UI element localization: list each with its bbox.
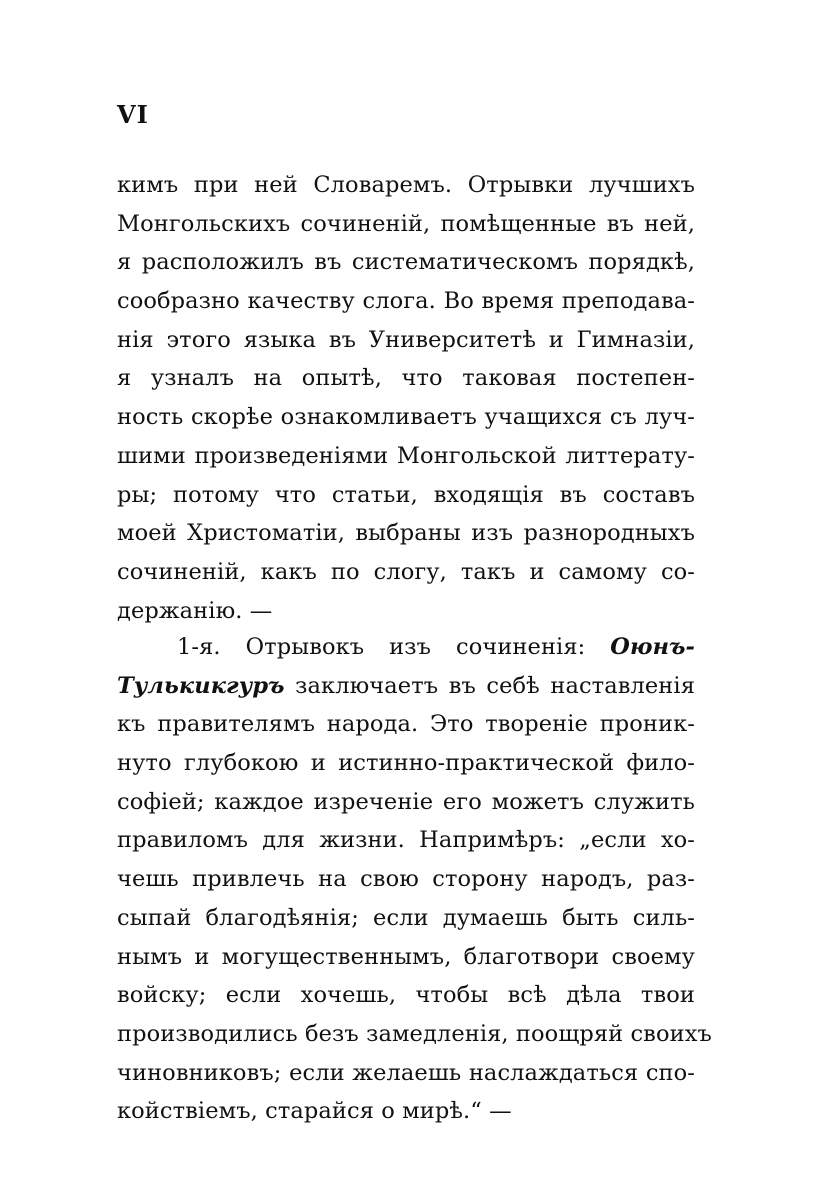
text-line: моей Христоматіи, выбраны изъ разнородныхъ xyxy=(117,520,695,547)
paragraph-1 xyxy=(117,166,695,630)
page-number: VI xyxy=(117,100,149,129)
text-line: койствіемъ, старайся о мирѣ.“ — xyxy=(117,1098,512,1125)
text-line: держанію. — xyxy=(117,597,273,624)
text-line xyxy=(117,667,695,706)
text-line: войску; если хочешь, чтобы всѣ дѣла твои xyxy=(117,982,695,1009)
text-line: нія этого языка въ Университетѣ и Гимназіи, xyxy=(117,326,695,353)
text-line: я узналъ на опытѣ, что таковая постепен- xyxy=(117,365,695,392)
text-line: чешь привлечь на свою сторону народъ, раз- xyxy=(117,866,695,893)
text-line: нымъ и могущественнымъ, благотвори своему xyxy=(117,943,695,970)
text-line: я расположилъ въ систематическомъ порядкѣ, xyxy=(117,249,695,276)
text-line: сообразно качеству слога. Во время преподава- xyxy=(117,288,695,315)
text-line: ры; потому что статьи, входящія въ составъ xyxy=(117,481,695,508)
text-segment: заключаетъ въ себѣ наставленія xyxy=(284,672,695,699)
text-line: кимъ при ней Словаремъ. Отрывки лучшихъ xyxy=(117,172,695,198)
text-line: софіей; каждое изреченіе его можетъ служить xyxy=(117,788,695,815)
section-heading-text: 1-я. Отрывокъ изъ сочиненія: xyxy=(177,634,611,660)
text-line: чиновниковъ; если желаешь наслаждаться спо- xyxy=(117,1059,695,1086)
text-line: къ правителямъ народа. Это твореніе проник- xyxy=(117,711,695,738)
text-line: сочиненій, какъ по слогу, такъ и самому со- xyxy=(117,558,695,585)
text-line: производились безъ замедленія, поощряй своихъ xyxy=(117,1020,712,1047)
text-line: шими произведеніями Монгольской литтерату- xyxy=(117,442,695,469)
text-line: сыпай благодѣянія; если думаешь быть силь- xyxy=(117,904,695,931)
work-title-part-2: Тулькикгуръ xyxy=(117,672,285,699)
text-line: ность скорѣе ознакомливаетъ учащихся съ луч- xyxy=(117,404,695,431)
text-line xyxy=(117,628,695,667)
paragraph-2 xyxy=(117,628,712,1131)
text-line: Монгольскихъ сочиненій, помѣщенные въ ней, xyxy=(117,210,695,237)
text-line: нуто глубокою и истинно-практической фило- xyxy=(117,750,695,777)
text-line: правиломъ для жизни. Напримѣръ: „если хо- xyxy=(117,827,695,854)
work-title-part-1: Оюнъ- xyxy=(610,634,695,660)
